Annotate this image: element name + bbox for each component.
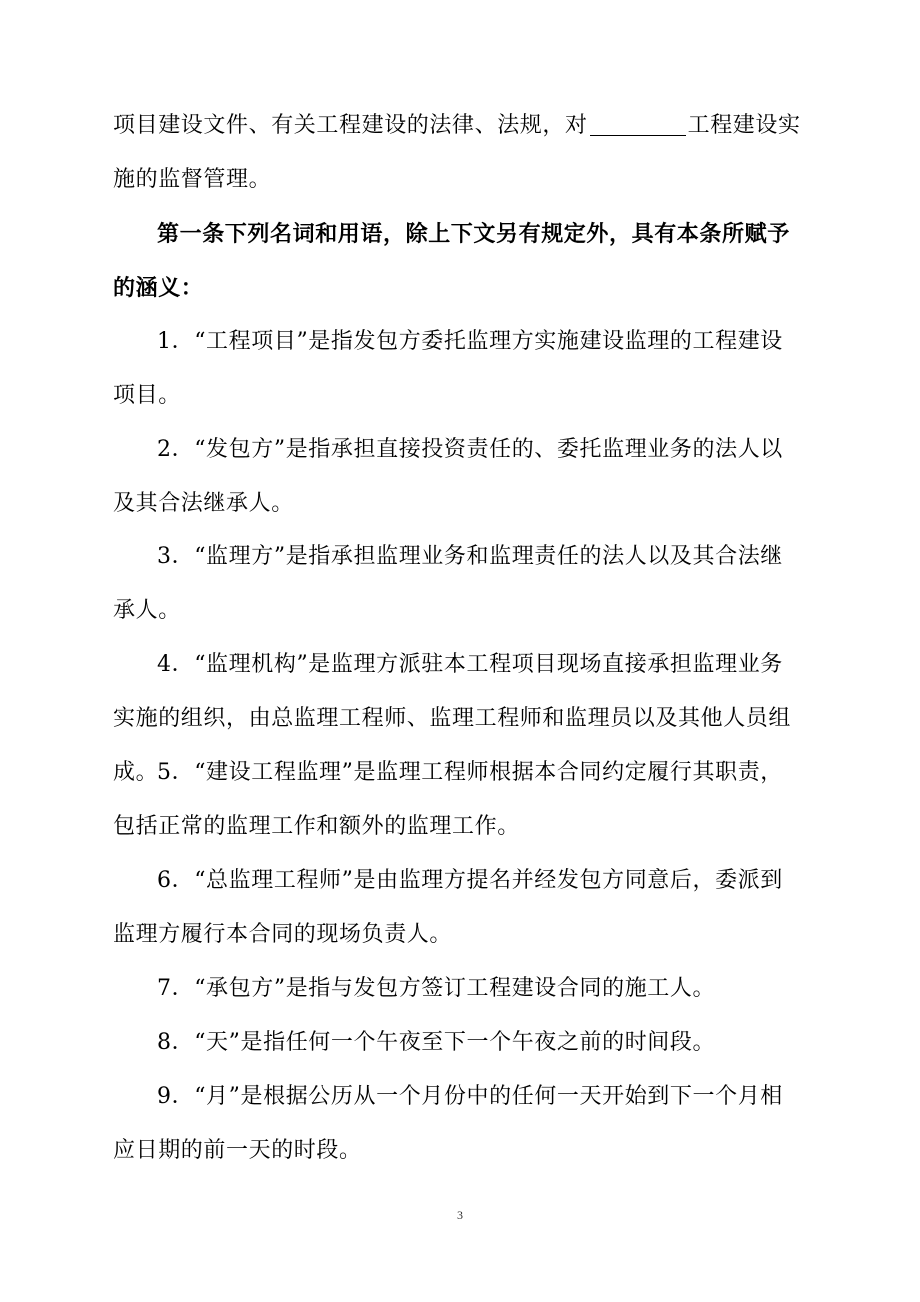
definition-item-7: 7．“承包方”是指与发包方签订工程建设合同的施工人。 [157,976,716,1001]
definition-item-9: 9．“月”是根据公历从一个月份中的任何一天开始到下一个月相应日期的前一天的时段。 [113,1084,783,1163]
definition-item-5: 5．“建设工程监理”是监理工程师根据本合同约定履行其职责，包括正常的监理工作和额外的监理工作。 [113,760,783,839]
intro-text-before-blank: 项目建设文件、有关工程建设的法律、法规，对 [113,113,588,138]
intro-paragraph [113,99,803,207]
definition-item-2: 2．“发包方”是指承担直接投资责任的、委托监理业务的法人以及其合法继承人。 [113,437,783,516]
page-number: 3 [457,1208,463,1222]
definition-item-4: 4．“监理机构”是监理方派驻本工程项目现场直接承担监理业务实施的组织，由总监理工程师、监理工程师和监理员以及其他人员组成。 [113,652,792,785]
intro-text-after-blank: 工程建设实施的监督管理。 [113,113,801,192]
definition-item-3: 3．“监理方”是指承担监理业务和监理责任的法人以及其合法继承人。 [113,544,783,623]
definition-item-8: 8．“天”是指任何一个午夜至下一个午夜之前的时间段。 [157,1030,716,1055]
definition-item-6: 6．“总监理工程师”是由监理方提名并经发包方同意后，委派到监理方履行本合同的现场负责人。 [113,868,783,947]
definition-item-1: 1．“工程项目”是指发包方委托监理方实施建设监理的工程建设项目。 [113,329,783,408]
fill-in-blank [590,113,686,136]
article-heading: 第一条下列名词和用语，除上下文另有规定外，具有本条所赋予的涵义： [113,221,790,301]
